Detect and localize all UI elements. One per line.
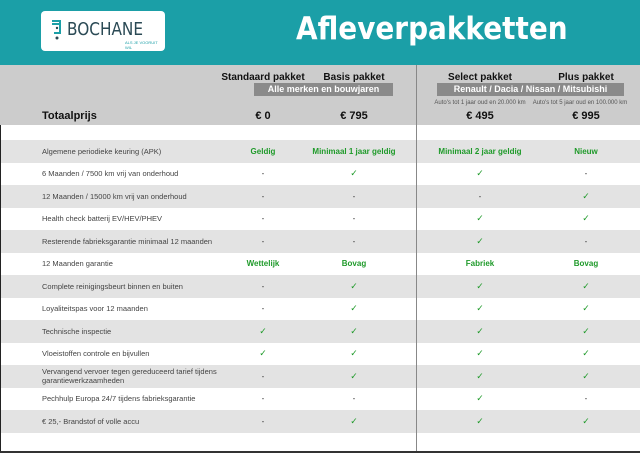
- feature-label: Complete reinigingsbeurt binnen en buiten: [42, 281, 183, 291]
- check-icon: ✓: [350, 280, 358, 291]
- check-icon: ✓: [476, 348, 484, 359]
- dash-cell: -: [478, 191, 482, 201]
- value-cell: Bovag: [341, 259, 367, 269]
- dash-cell: -: [352, 191, 356, 201]
- plus-note: Auto's tot 5 jaar oud en 100.000 km: [532, 100, 628, 106]
- check-icon: ✓: [582, 280, 590, 291]
- check-icon: ✓: [476, 415, 484, 426]
- dash-cell: -: [261, 416, 265, 426]
- feature-label: € 25,- Brandstof of volle accu: [42, 416, 140, 426]
- dash-cell: -: [261, 371, 265, 381]
- value-cell: Geldig: [250, 146, 276, 156]
- table-row: [0, 230, 640, 253]
- check-icon: ✓: [582, 348, 590, 359]
- column-divider: [416, 65, 417, 453]
- table-row: [0, 208, 640, 231]
- table-row: [0, 140, 640, 163]
- check-icon: ✓: [476, 325, 484, 336]
- feature-label: 12 Maanden garantie: [42, 259, 113, 269]
- check-icon: ✓: [350, 325, 358, 336]
- total-label: Totaalprijs: [42, 110, 97, 122]
- group-all-brands: Alle merken en bouwjaren: [254, 83, 393, 96]
- table-row: [0, 343, 640, 366]
- table-row: [0, 410, 640, 433]
- check-icon: ✓: [350, 303, 358, 314]
- price-select: € 495: [466, 110, 494, 122]
- value-cell: Fabriek: [465, 259, 495, 269]
- price-plus: € 995: [572, 110, 600, 122]
- table-row: [0, 365, 640, 388]
- column-standaard: Standaard pakket: [221, 72, 305, 83]
- group-renault: Renault / Dacia / Nissan / Mitsubishi: [437, 83, 624, 96]
- check-icon: ✓: [582, 370, 590, 381]
- left-border: [0, 125, 1, 453]
- check-icon: ✓: [476, 370, 484, 381]
- column-select: Select pakket: [448, 72, 512, 83]
- table-row: [0, 275, 640, 298]
- dash-cell: -: [261, 214, 265, 224]
- feature-table: [0, 140, 640, 433]
- dash-cell: -: [261, 169, 265, 179]
- dash-cell: -: [261, 304, 265, 314]
- dash-cell: -: [261, 236, 265, 246]
- value-cell: Minimaal 2 jaar geldig: [438, 146, 522, 156]
- table-row: [0, 253, 640, 276]
- value-cell: Bovag: [573, 259, 599, 269]
- dash-cell: -: [584, 236, 588, 246]
- price-basis: € 795: [340, 110, 368, 122]
- value-cell: Wettelijk: [246, 259, 280, 269]
- check-icon: ✓: [476, 280, 484, 291]
- check-icon: ✓: [350, 168, 358, 179]
- price-standaard: € 0: [255, 110, 271, 122]
- feature-label: Vloeistoffen controle en bijvullen: [42, 349, 150, 359]
- header: [0, 0, 640, 65]
- check-icon: ✓: [476, 168, 484, 179]
- feature-label: 12 Maanden / 15000 km vrij van onderhoud: [42, 191, 187, 201]
- logo-tagline: ALS JE VOORUIT WIL: [125, 40, 158, 50]
- table-row: [0, 388, 640, 411]
- feature-label: 6 Maanden / 7500 km vrij van onderhoud: [42, 169, 179, 179]
- table-row: [0, 298, 640, 321]
- check-icon: ✓: [476, 213, 484, 224]
- feature-label: Loyaliteitspas voor 12 maanden: [42, 304, 148, 314]
- check-icon: ✓: [476, 393, 484, 404]
- dash-cell: -: [261, 394, 265, 404]
- logo-text: BOCHANE: [67, 19, 144, 40]
- check-icon: ✓: [350, 415, 358, 426]
- bochane-logo[interactable]: [41, 11, 165, 51]
- table-row: [0, 320, 640, 343]
- check-icon: ✓: [582, 303, 590, 314]
- check-icon: ✓: [476, 235, 484, 246]
- dash-cell: -: [261, 191, 265, 201]
- value-cell: Minimaal 1 jaar geldig: [312, 146, 396, 156]
- dash-cell: -: [584, 394, 588, 404]
- dash-cell: -: [352, 236, 356, 246]
- check-icon: ✓: [582, 415, 590, 426]
- value-cell: Nieuw: [574, 146, 598, 156]
- dash-cell: -: [352, 214, 356, 224]
- check-icon: ✓: [259, 325, 267, 336]
- check-icon: ✓: [476, 303, 484, 314]
- check-icon: ✓: [582, 213, 590, 224]
- feature-label: Resterende fabrieksgarantie minimaal 12 maanden: [42, 236, 213, 246]
- feature-label: Health check batterij EV/HEV/PHEV: [42, 214, 163, 224]
- check-icon: ✓: [582, 190, 590, 201]
- feature-label: Technische inspectie: [42, 326, 112, 336]
- check-icon: ✓: [350, 370, 358, 381]
- table-row: [0, 185, 640, 208]
- page-title: Afleverpakketten: [296, 11, 568, 47]
- column-plus: Plus pakket: [558, 72, 614, 83]
- dash-cell: -: [261, 281, 265, 291]
- feature-label: Algemene periodieke keuring (APK): [42, 146, 162, 156]
- dash-cell: -: [584, 169, 588, 179]
- table-row: [0, 163, 640, 186]
- select-note: Auto's tot 1 jaar oud en 20.000 km: [434, 100, 526, 106]
- check-icon: ✓: [582, 325, 590, 336]
- cart-icon: [50, 19, 64, 41]
- check-icon: ✓: [259, 348, 267, 359]
- feature-label: Pechhulp Europa 24/7 tijdens fabrieksgarantie: [42, 394, 196, 404]
- check-icon: ✓: [350, 348, 358, 359]
- feature-label: Vervangend vervoer tegen gereduceerd tarief tijdens garantiewerkzaamheden: [42, 367, 217, 386]
- dash-cell: -: [352, 394, 356, 404]
- column-basis: Basis pakket: [323, 72, 385, 83]
